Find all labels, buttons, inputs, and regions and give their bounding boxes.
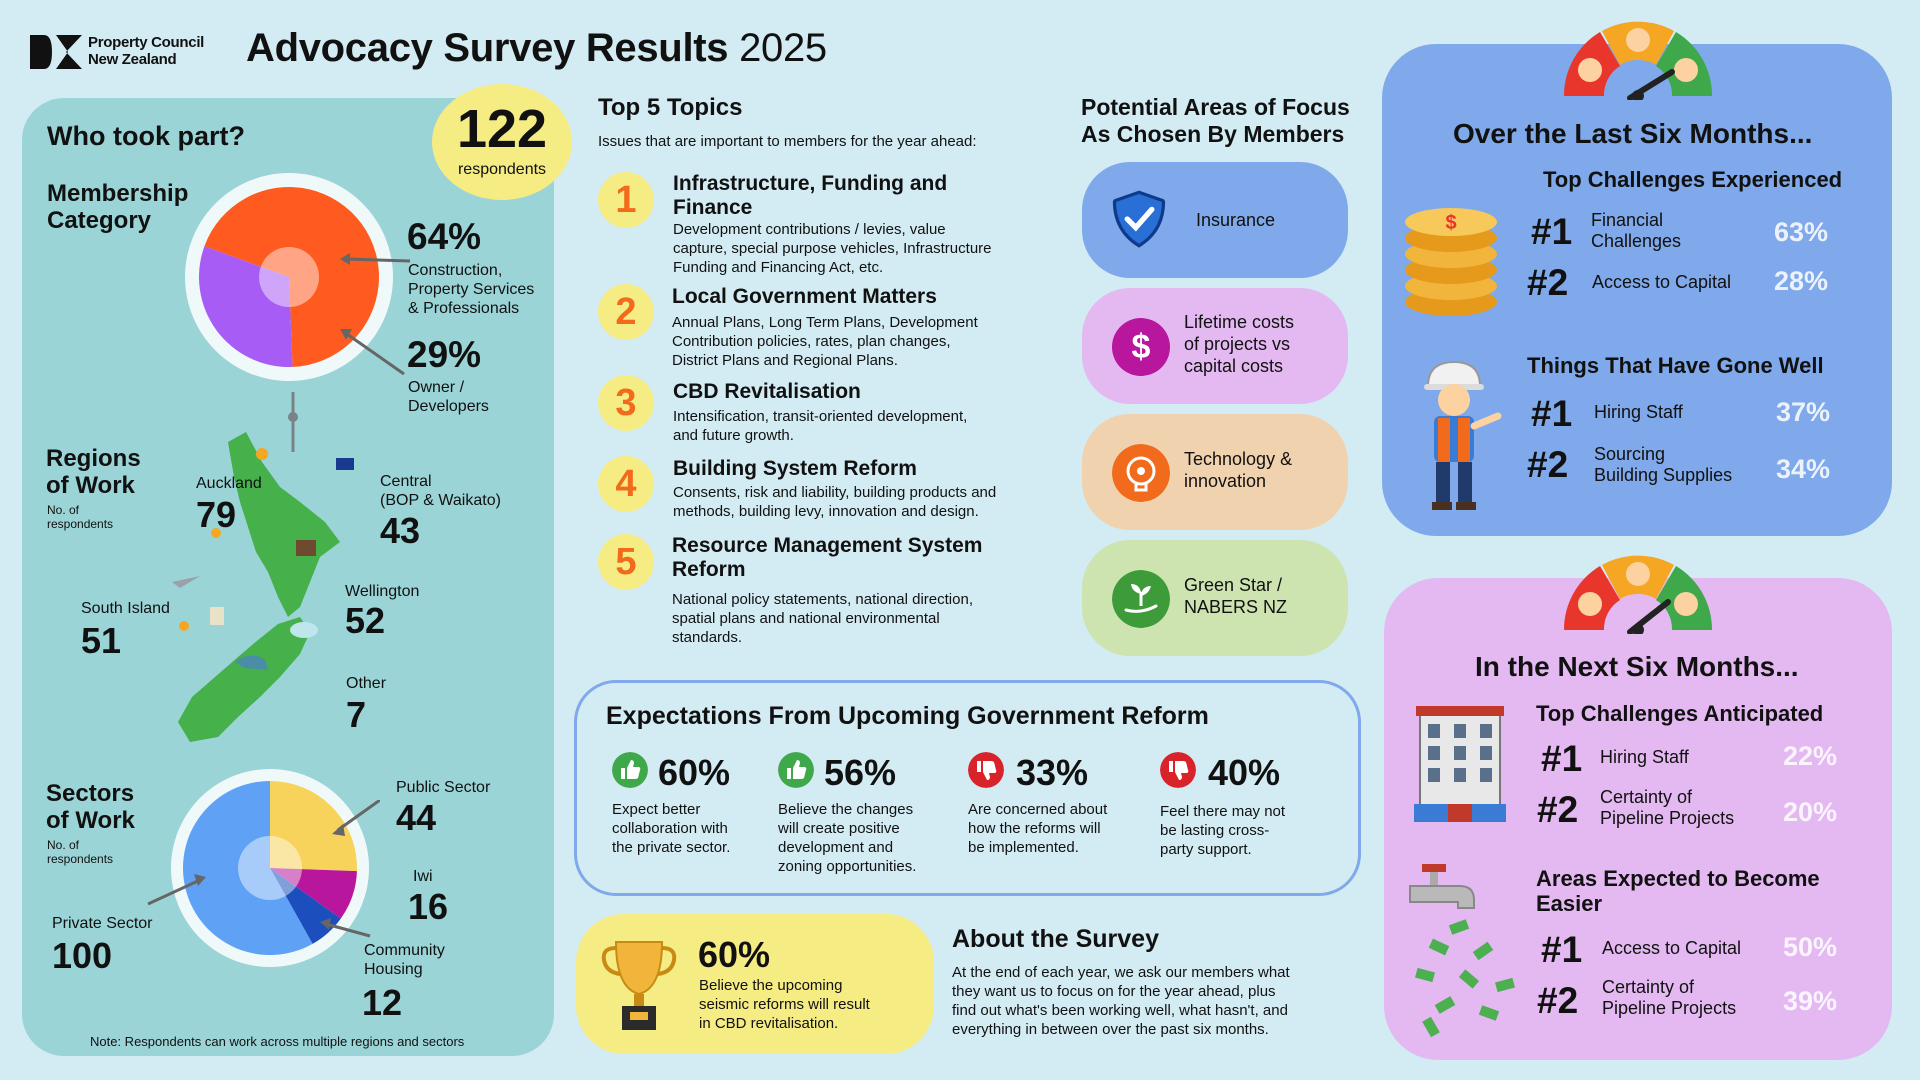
topic-1-number: 1 (598, 172, 654, 228)
membership-label-1 (408, 261, 534, 318)
membership-label-2-line2: Developers (408, 398, 489, 415)
expectation-3-pct: 33% (1016, 752, 1089, 793)
focus-green-star-line2: NABERS NZ (1184, 597, 1288, 617)
last-well-1-pct: 37% (1776, 397, 1831, 427)
about-heading: About the Survey (952, 925, 1159, 953)
last-well-1-rank: #1 (1531, 393, 1573, 434)
expectations-heading: Expectations From Upcoming Government Reform (606, 702, 1209, 730)
expectation-4-line3: party support. (1160, 841, 1252, 858)
regions-heading-line2: of Work (46, 472, 135, 499)
topic-4 (673, 457, 1063, 521)
next-easier-2-line2: Pipeline Projects (1602, 998, 1737, 1018)
sector-public-name: Public Sector (396, 779, 491, 796)
topic-3-desc-line1: Intensification, transit-oriented development, (673, 408, 968, 425)
svg-text:$: $ (1445, 212, 1457, 234)
next-easier-1-label: Access to Capital (1602, 938, 1742, 958)
respondents-label: respondents (457, 161, 547, 178)
topic-1 (673, 172, 1053, 277)
south-island-shape (178, 617, 310, 742)
region-central-value: 43 (380, 510, 421, 551)
property-council-logo (30, 33, 220, 71)
expectation-4-pct: 40% (1208, 752, 1281, 793)
money-tap-icon (1400, 862, 1530, 1040)
expectation-4-desc (1160, 802, 1285, 859)
topic-2 (672, 285, 1052, 370)
sector-private-name: Private Sector (52, 915, 153, 932)
region-south-island-value: 51 (81, 620, 122, 661)
regions-heading-line1: Regions (46, 445, 141, 472)
topic-2-desc-line2: Contribution policies, rates, plan changes, (672, 333, 951, 350)
membership-label-2 (408, 378, 489, 416)
sheep-icon (210, 607, 224, 625)
topic-3 (673, 380, 1053, 445)
page-title (246, 26, 827, 71)
region-central-name-line1: Central (380, 473, 432, 490)
topic-1-desc-line1: Development contributions / levies, value (673, 221, 946, 238)
focus-card-insurance (1082, 162, 1348, 278)
logo-mark-icon (30, 35, 82, 69)
thumbs-up-icon (612, 752, 648, 788)
sky-tower-pod (288, 412, 298, 422)
regions-subheading (47, 503, 113, 531)
topic-3-title-line1: CBD Revitalisation (673, 380, 861, 403)
pointer-private-arrow (194, 874, 206, 886)
region-central-name (380, 472, 501, 510)
region-wellington-value: 52 (345, 600, 386, 641)
pointer-29-arrow (340, 329, 352, 340)
expectation-4-line2: be lasting cross- (1160, 822, 1270, 839)
seismic-pct: 60% (698, 934, 771, 975)
topic-5-number: 5 (598, 534, 654, 590)
sectors-pointers (140, 800, 380, 940)
focus-card-lifetime-costs (1082, 288, 1348, 404)
last-well-heading: Things That Have Gone Well (1527, 353, 1824, 378)
membership-heading-line1: Membership (47, 180, 189, 207)
trophy-icon (600, 936, 678, 1036)
topic-1-desc-line2: capture, special purpose vehicles, Infrastructure (673, 240, 992, 257)
pointer-64-arrow (340, 253, 350, 265)
seismic-line3: in CBD revitalisation. (699, 1015, 839, 1032)
next-easier-2-line1: Certainty of (1602, 977, 1695, 997)
membership-label-1-line1: Construction, (408, 262, 503, 279)
topic-2-title-line1: Local Government Matters (672, 285, 937, 308)
next-challenge-2-rank: #2 (1537, 789, 1579, 830)
next-easier-heading (1536, 866, 1820, 916)
expectation-2-line4: zoning opportunities. (778, 858, 917, 875)
thumbs-down-icon (968, 752, 1004, 788)
sentiment-gauge-icon (1560, 552, 1716, 634)
coin-stack-icon (1400, 198, 1502, 320)
membership-pie-hole (259, 247, 319, 307)
sectors-heading-line1: Sectors (46, 780, 135, 807)
last-six-challenges-heading: Top Challenges Experienced (1543, 167, 1843, 192)
focus-lifetime-line2: of projects vs (1184, 334, 1291, 354)
brain-tech-icon (1112, 444, 1170, 502)
topic-4-desc-line2: methods, building levy, innovation and design. (673, 503, 979, 520)
last-six-heading: Over the Last Six Months... (1453, 118, 1813, 149)
sectors-sub-line1: No. of (47, 838, 80, 852)
last-challenge-2-pct: 28% (1774, 266, 1829, 296)
membership-pct-1: 64% (407, 216, 482, 257)
last-challenge-1-pct: 63% (1774, 217, 1829, 247)
topic-5 (672, 534, 1052, 647)
sector-iwi-value: 16 (408, 886, 449, 927)
focus-heading-line1: Potential Areas of Focus (1081, 94, 1350, 120)
focus-lifetime-label (1184, 311, 1294, 377)
title-year: 2025 (739, 26, 827, 70)
last-challenge-1-rank: #1 (1531, 211, 1573, 252)
region-auckland-value: 79 (196, 494, 237, 535)
region-auckland-name: Auckland (196, 475, 262, 492)
title-main: Advocacy Survey Results (246, 26, 729, 70)
next-easier-1-rank: #1 (1541, 929, 1583, 970)
sector-community-name-line1: Community (364, 942, 445, 959)
logo-text (88, 34, 204, 68)
expectation-3-line1: Are concerned about (968, 801, 1108, 818)
topic-1-title-line1: Infrastructure, Funding and (673, 172, 948, 195)
topic-2-desc-line3: District Plans and Regional Plans. (672, 352, 898, 369)
pointer-29-line (344, 332, 404, 374)
pointer-private-line (148, 880, 200, 904)
sentiment-gauge-icon (1560, 18, 1716, 100)
expectation-1-line1: Expect better (612, 801, 701, 818)
membership-heading (47, 180, 188, 234)
pointer-64-line (346, 259, 410, 261)
expectation-1-line2: collaboration with (612, 820, 728, 837)
topics-subheading: Issues that are important to members for the year ahead: (598, 133, 977, 150)
topic-3-number: 3 (598, 375, 654, 431)
plant-hand-icon (1112, 570, 1170, 628)
sectors-subheading (47, 838, 113, 866)
regions-heading (46, 445, 141, 499)
focus-technology-label (1184, 448, 1292, 492)
expectation-2-line1: Believe the changes (778, 801, 914, 818)
topic-5-title-line2: Reform (672, 558, 746, 581)
last-well-2-rank: #2 (1527, 444, 1569, 485)
shield-check-icon (1108, 186, 1170, 252)
building-icon (296, 540, 316, 556)
expectation-1-pct: 60% (658, 752, 731, 793)
thumbs-up-icon (778, 752, 814, 788)
cloud-icon (290, 622, 318, 638)
logo-line-2: New Zealand (88, 51, 177, 68)
last-challenge-1-label (1591, 210, 1681, 252)
sector-community-name (364, 941, 445, 979)
last-well-2-line2: Building Supplies (1594, 465, 1733, 485)
last-challenge-2-rank: #2 (1527, 262, 1569, 303)
topic-5-desc-line3: standards. (672, 629, 743, 646)
region-other-value: 7 (346, 694, 367, 735)
about-line3: find out what's been working well, what hasn't, and (952, 1002, 1288, 1019)
last-well-1-label: Hiring Staff (1594, 402, 1683, 422)
north-island-shape (228, 432, 340, 617)
about-line2: they want us to focus on for the year ahead, plus (952, 983, 1276, 1000)
expectation-3-line3: be implemented. (968, 839, 1079, 856)
next-easier-1-pct: 50% (1783, 932, 1838, 962)
expectation-4-line1: Feel there may not (1160, 803, 1286, 820)
about-text (952, 963, 1352, 1039)
focus-technology-line2: innovation (1184, 471, 1267, 491)
sectors-heading (46, 780, 135, 834)
expectation-3-line2: how the reforms will (968, 820, 1101, 837)
focus-insurance-label: Insurance (1196, 210, 1276, 230)
membership-label-1-line2: Property Services (408, 281, 535, 298)
sector-community-name-line2: Housing (364, 961, 423, 978)
sector-private-value: 100 (52, 935, 113, 976)
focus-technology-line1: Technology & (1184, 449, 1293, 469)
membership-label-2-line1: Owner / (408, 379, 465, 396)
region-south-island-name: South Island (81, 600, 170, 617)
sector-iwi-name: Iwi (413, 868, 433, 885)
next-easier-2-rank: #2 (1537, 980, 1579, 1021)
topic-2-number: 2 (598, 284, 654, 340)
topic-5-desc-line2: spatial plans and national environmental (672, 610, 940, 627)
next-challenge-1-rank: #1 (1541, 738, 1583, 779)
topic-2-desc-line1: Annual Plans, Long Term Plans, Development (672, 314, 978, 331)
focus-green-star-label (1184, 574, 1287, 618)
expectation-1-line3: the private sector. (612, 839, 731, 856)
focus-card-technology (1082, 414, 1348, 530)
respondents-bubble (432, 84, 572, 200)
next-easier-2-label (1602, 977, 1736, 1019)
expectation-2-line3: development and (778, 839, 894, 856)
topic-4-number: 4 (598, 456, 654, 512)
next-challenge-2-label (1600, 787, 1734, 829)
pointer-community-arrow (320, 918, 331, 930)
last-well-2-pct: 34% (1776, 454, 1831, 484)
next-easier-2-pct: 39% (1783, 986, 1838, 1016)
last-well-2-line1: Sourcing (1594, 444, 1666, 464)
next-easier-heading-line1: Areas Expected to Become (1536, 866, 1820, 891)
membership-label-1-line3: & Professionals (408, 300, 520, 317)
expectation-1-desc (612, 800, 730, 857)
expectation-2-line2: will create positive (778, 820, 900, 837)
next-challenge-1-label: Hiring Staff (1600, 747, 1689, 767)
expectation-2-pct: 56% (824, 752, 897, 793)
topic-4-desc-line1: Consents, risk and liability, building products and (673, 484, 997, 501)
focus-heading-line2: As Chosen By Members (1081, 121, 1345, 147)
balloon-icon-3 (179, 621, 189, 631)
respondents-note: Note: Respondents can work across multiple regions and sectors (90, 1034, 465, 1049)
topic-3-desc-line2: and future growth. (673, 427, 794, 444)
logo-line-1: Property Council (88, 34, 205, 51)
topic-4-title-line1: Building System Reform (673, 457, 917, 480)
region-central-name-line2: (BOP & Waikato) (380, 492, 501, 509)
office-building-icon (1410, 704, 1510, 828)
region-wellington-name: Wellington (345, 583, 420, 600)
sectors-heading-line2: of Work (46, 807, 135, 834)
focus-heading (1081, 94, 1350, 148)
topic-5-title-line1: Resource Management System (672, 534, 983, 557)
flag-icon (336, 458, 354, 470)
last-well-2-label (1594, 444, 1732, 486)
next-challenge-2-line1: Certainty of (1600, 787, 1693, 807)
focus-card-green-star (1082, 540, 1348, 656)
sectors-sub-line2: respondents (47, 852, 114, 866)
next-six-heading: In the Next Six Months... (1475, 651, 1799, 682)
regions-sub-line1: No. of (47, 503, 80, 517)
worker-illustration (1414, 356, 1506, 516)
sector-community-value: 12 (362, 982, 403, 1023)
who-heading: Who took part? (47, 121, 245, 151)
sector-public-value: 44 (396, 797, 437, 838)
pointer-community-line (326, 924, 370, 936)
expectation-2-desc (778, 800, 916, 876)
membership-heading-line2: Category (47, 207, 152, 234)
last-challenge-1-line1: Financial (1591, 210, 1664, 230)
about-line4: everything in between over the past six months. (952, 1021, 1269, 1038)
respondents-count: 122 (456, 99, 548, 159)
focus-green-star-line1: Green Star / (1184, 575, 1283, 595)
dollar-icon: $ (1112, 318, 1170, 376)
topics-heading: Top 5 Topics (598, 94, 743, 121)
membership-pct-2: 29% (407, 334, 482, 375)
next-easier-heading-line2: Easier (1536, 891, 1603, 916)
next-challenge-1-pct: 22% (1783, 741, 1838, 771)
pointer-public-arrow (332, 824, 345, 836)
seismic-line2: seismic reforms will result (699, 996, 870, 1013)
topic-5-desc-line1: National policy statements, national direction, (672, 591, 973, 608)
seismic-desc (699, 976, 870, 1033)
focus-lifetime-line3: capital costs (1184, 356, 1284, 376)
last-challenge-2-label: Access to Capital (1592, 272, 1732, 292)
last-challenge-1-line2: Challenges (1591, 231, 1682, 251)
pointer-public-line (338, 800, 380, 830)
next-challenge-2-line2: Pipeline Projects (1600, 808, 1735, 828)
seismic-line1: Believe the upcoming (699, 977, 843, 994)
next-challenge-2-pct: 20% (1783, 797, 1838, 827)
expectation-3-desc (968, 800, 1107, 857)
thumbs-down-icon (1160, 752, 1196, 788)
balloon-icon (256, 448, 268, 460)
region-other-name: Other (346, 675, 387, 692)
airplane-icon (172, 576, 200, 588)
focus-lifetime-line1: Lifetime costs (1184, 312, 1295, 332)
next-challenges-heading: Top Challenges Anticipated (1536, 701, 1824, 726)
topic-1-desc-line3: Funding and Financing Act, etc. (673, 259, 884, 276)
about-line1: At the end of each year, we ask our members what (952, 964, 1290, 981)
regions-sub-line2: respondents (47, 517, 114, 531)
topic-1-title-line2: Finance (673, 196, 753, 219)
